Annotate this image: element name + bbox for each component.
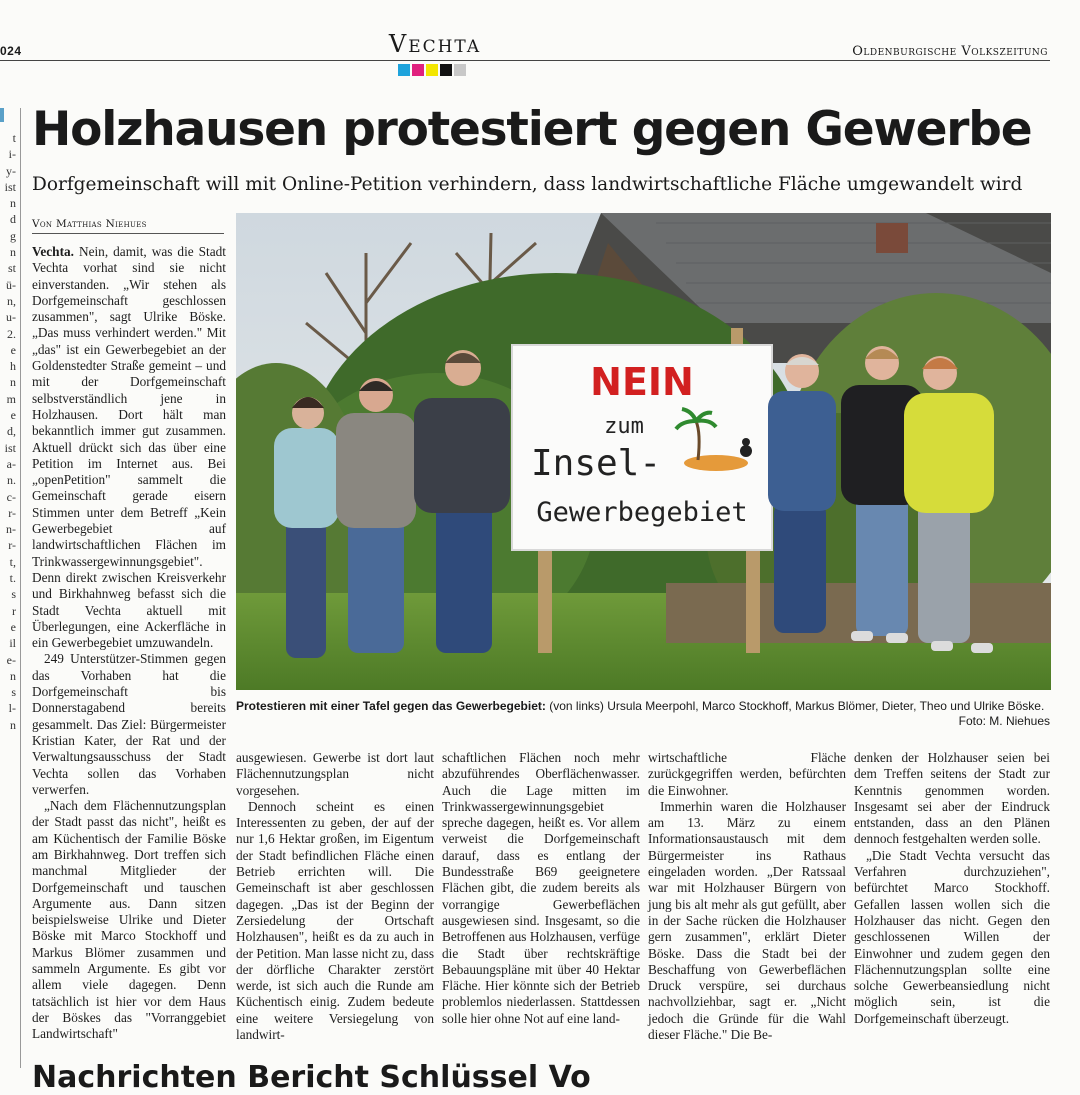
fragment-line: s <box>11 685 16 700</box>
fragment-line: ist <box>4 179 16 194</box>
color-swatch <box>398 64 410 76</box>
paragraph <box>32 244 226 651</box>
article-column-4 <box>648 750 846 1043</box>
page-date-fragment: 024 <box>0 44 22 58</box>
column-divider <box>20 108 21 1068</box>
left-column-marker <box>0 108 4 122</box>
fragment-line: n <box>10 668 16 683</box>
fragment-line: e- <box>6 652 16 667</box>
fragment-line: il <box>9 636 16 651</box>
fragment-line: 2. <box>7 326 16 341</box>
fragment-line: n. <box>7 473 16 488</box>
fragment-line: d, <box>7 424 16 439</box>
sign-text-insel: Insel- <box>530 443 662 484</box>
sign-text-gewerbegebiet: Gewerbegebiet <box>536 497 748 528</box>
sign-text-zum: zum <box>604 414 644 439</box>
fragment-line: r <box>12 603 16 618</box>
newspaper-name: Oldenburgische Volkszeitung <box>852 44 1048 59</box>
fragment-line: s <box>11 587 16 602</box>
fragment-line: c- <box>6 489 16 504</box>
fragment-line: ist <box>4 440 16 455</box>
paragraph: Immerhin waren die Holzhauser am 13. März zu einem Informationsaustausch mit dem Bürgermeister ins Rathaus eingeladen worden. „Der Ratssaal war mit Holzhauser Bürgern von jung bis alt mehr als gut gefüllt, aber in der Sache rücken die Holzhauser gern zusammen", erklärt Dieter Böske. Dass die Stadt bei der Beschaffung von Gewerbeflächen Druck verspüre, sei durchaus nachvollziehbar, sagt er. „Nicht jedoch die Gründe für die Wahl dieser Fläche." Die Be- <box>648 798 846 1043</box>
article-column-1 <box>32 244 226 1043</box>
fragment-line: t <box>12 131 16 145</box>
color-swatch <box>454 64 466 76</box>
fragment-line: r- <box>8 538 16 553</box>
protest-photo-illustration <box>236 213 1051 690</box>
paragraph: 249 Unterstützer-Stimmen gegen das Vorhaben hat die Dorfgemeinschaft bis Donnerstagabend bereits gesammelt. Das Ziel: Bürgermeister Kristian Kater, der Rat und der Verwaltungsausschuss der Stadt Vechta sollen das Vorhaben verwerfen. <box>32 651 226 797</box>
photo-credit: Foto: M. Niehues <box>958 714 1050 728</box>
fragment-line: l- <box>8 701 16 716</box>
fragment-line: i- <box>8 147 16 162</box>
fragment-line: e <box>10 619 16 634</box>
paragraph: Dennoch scheint es einen Interessenten zu geben, der auf der nur 1,6 Hektar großen, im Eigentum der Stadt befindlichen Fläche einen Betrieb errichten will. Die Gemeinschaft ist aber geschlossen dagegen. „Das ist der Beginn der Zersiedelung der Ortschaft Holzhausen", heißt es da zu auch in der Petition. Man lasse nicht zu, dass der dörfliche Charakter zerstört werde, ist sich auch die Runde am Küchentisch einig. Zudem bedeute eine weitere Versiegelung von landwirt- <box>236 798 434 1043</box>
color-swatch <box>412 64 424 76</box>
previous-article-fragment <box>0 130 16 733</box>
paragraph: wirtschaftliche Fläche zurückgegriffen werden, befürchten die Einwohner. <box>648 750 846 798</box>
sign-text-nein: NEIN <box>590 360 694 404</box>
fragment-line: h <box>10 359 16 374</box>
fragment-line: n <box>10 717 16 732</box>
fragment-line: a- <box>6 456 16 471</box>
paragraph: denken der Holzhauser seien bei dem Treffen seitens der Stadt zur Kenntnis genommen worden. Insgesamt sei aber der Eindruck entstanden, dass an den Plänen dennoch festgehalten werden solle. <box>854 750 1050 847</box>
color-registration-marks <box>398 64 466 76</box>
paragraph: schaftlichen Flächen noch mehr abzuführendes Oberflächenwasser. Auch die Lage mitten im Trinkwassergewinnungsgebiet spreche dagegen, heißt es. Vor allem verweist die Dorfgemeinschaft darauf, dass es entlang der Bundesstraße B69 geeignetere Flächen gibt, die zudem bereits als vorrangige Gewerbeflächen ausgewiesen sind. Insgesamt, so die Betroffenen aus Holzhausen, verfüge die Stadt über rechtskräftige Bebauungspläne mit über 40 Hektar Fläche. Hier könnte sich der Betrieb problemlos niederlassen. Stattdessen solle hier ohne Not auf eine land- <box>442 750 640 1026</box>
paragraph: ausgewiesen. Gewerbe ist dort laut Flächennutzungsplan nicht vorgesehen. <box>236 750 434 798</box>
fragment-line: n- <box>6 522 16 537</box>
article-headline: Holzhausen protestiert gegen Gewerbe <box>32 102 1032 157</box>
article-column-5 <box>854 750 1050 1027</box>
dateline: Vechta. <box>32 244 74 259</box>
fragment-line: n, <box>7 293 16 308</box>
paragraph-text: Nein, damit, was die Stadt Vechta vorhat sind sie nicht einverstanden. „Wir stehen als Dorfgemeinschaft geschlossen zusammen", sagt Ulrike Böske. „Das muss verhindert werden." Mit „das" ist ein Gewerbegebiet an der Goldenstedter Straße gemeint – und mit der Dorfgemeinschaft selbstverständlich jene in Holzhausen. Dort hält man bekanntlich immer gut zusammen. Aktuell drückt sich das über eine Petition im Internet aus. Bei „openPetition" sammelt die Gemeinschaft gerade eisern Stimmen unter dem Betreff „Kein Gewerbegebiet auf landwirtschaftlichen Flächen im Trinkwassergewinnungsgebiet". Denn direkt zwischen Kreisverkehr und Birkhahnweg befasst sich die Stadt Vechta aktuell mit Überlegungen, eine Ackerfläche in ein Gewerbegebiet umzuwandeln. <box>32 244 226 651</box>
paragraph: „Nach dem Flächennutzungsplan der Stadt passt das nicht", heißt es am Küchentisch der Familie Böske am Birkhahnweg. Dort treffen sich manchmal Mitglieder der Dorfgemeinschaft und tauschen Argumente aus. Dann sitzen beispielsweise Ulrike und Dieter Böske mit Marco Stockhoff und Markus Blömer zusammen und sammeln Argumente. Es gibt vor allem viele dagegen. Denn tatsächlich ist hier vor dem Haus der Böskes das "Vorranggebiet Landwirtschaft" <box>32 798 226 1042</box>
fragment-line: t. <box>9 571 16 586</box>
article-subheadline: Dorfgemeinschaft will mit Online-Petition verhindern, dass landwirtschaftliche Fläche umgewandelt wird <box>32 174 1023 195</box>
fragment-line: n <box>10 245 16 260</box>
fragment-line: g <box>10 228 16 243</box>
fragment-line: m <box>6 391 16 406</box>
photo-caption <box>236 698 1050 714</box>
caption-text: (von links) Ursula Meerpohl, Marco Stockhoff, Markus Blömer, Dieter, Theo und Ulrike Böske. <box>549 699 1045 713</box>
article-photo <box>236 213 1051 690</box>
fragment-line: y- <box>6 163 16 178</box>
fragment-line: t, <box>9 554 16 569</box>
fragment-line: st <box>7 261 16 276</box>
fragment-line: ü- <box>6 277 16 292</box>
section-title: Vechta <box>388 30 482 58</box>
article-column-2 <box>236 750 434 1043</box>
article-column-3 <box>442 750 640 1027</box>
fragment-line: d <box>10 212 16 227</box>
color-swatch <box>426 64 438 76</box>
fragment-line: n <box>10 196 16 211</box>
byline-rule <box>32 233 224 234</box>
fragment-line: e <box>10 342 16 357</box>
fragment-line: n <box>10 375 16 390</box>
fragment-line: r- <box>8 505 16 520</box>
article-byline: Von Matthias Niehues <box>32 218 147 230</box>
header-rule <box>0 60 1050 61</box>
fragment-line: e <box>10 408 16 423</box>
caption-lead: Protestieren mit einer Tafel gegen das Gewerbegebiet: <box>236 699 546 713</box>
color-swatch <box>440 64 452 76</box>
next-article-headline-fragment: Nachrichten Bericht Schlüssel Vo <box>32 1060 591 1095</box>
paragraph: „Die Stadt Vechta versucht das Verfahren durchzuziehen", befürchtet Marco Stockhoff. Gefallen lassen wollen sich die Holzhauser das nicht. Gegen den geschlossenen Willen der Einwohner und zudem gegen den Flächennutzungsplan sollte eine solche Gewerbeansiedlung nicht möglich sein, ist die Dorfgemeinschaft überzeugt. <box>854 847 1050 1026</box>
fragment-line: u- <box>6 310 16 325</box>
